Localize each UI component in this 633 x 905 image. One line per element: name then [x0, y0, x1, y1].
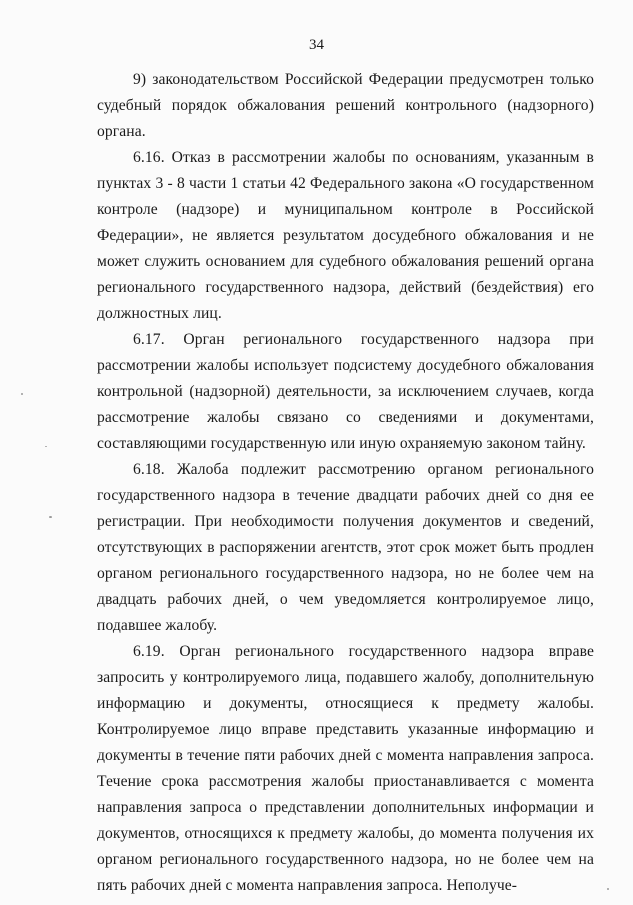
page-number: 34: [309, 37, 324, 53]
paragraph-6-18: 6.18. Жалоба подлежит рассмотрению органом регионального государственного надзора в течение двадцати рабочих дней со дня ее регистрации. При необходимости получения документов и сведений, отсутствующих в распоряжении агентств, этот срок может быть продлен органом регионального государственного надзора, но не более чем на двадцать рабочих дней, о чем уведомляется контролируемое лицо, подавшее жалобу.: [97, 461, 594, 634]
paragraph-6-17: 6.17. Орган регионального государственного надзора при рассмотрении жалобы использует подсистему досудебного обжалования контрольной (надзорной) деятельности, за исключением случаев, когда рассмотрение жалобы связано со сведениями и документами, составляющими государственную или иную охраняемую законом тайну.: [97, 331, 594, 452]
document-body: [97, 67, 594, 899]
paragraph-6-16: 6.16. Отказ в рассмотрении жалобы по основаниям, указанным в пунктах 3 - 8 части 1 статьи 42 Федерального закона «О государственном контроле (надзоре) и муниципальном контроле в Российской Федерации», не является результатом досудебного обжалования и не может служить основанием для судебного обжалования решений органа регионального государственного надзора, действий (бездействия) его должностных лиц.: [97, 149, 594, 322]
paragraph-6-19: 6.19. Орган регионального государственного надзора вправе запросить у контролируемого лица, подавшего жалобу, дополнительную информацию и документы, относящиеся к предмету жалобы. Контролируемое лицо вправе представить указанные информацию и документы в течение пяти рабочих дней с момента направления запроса. Течение срока рассмотрения жалобы приостанавливается с момента направления запроса о представлении дополнительных информации и документов, относящихся к предмету жалобы, до момента получения их органом регионального государственного надзора, но не более чем на пять рабочих дней с момента направления запроса. Неполуче-: [97, 643, 594, 894]
scan-speck: [607, 888, 609, 890]
scan-speck: [21, 393, 23, 395]
scan-speck: [45, 446, 47, 447]
paragraph-clause-9: 9) законодательством Российской Федерации предусмотрен только судебный порядок обжалования решений контрольного (надзорного) органа.: [97, 71, 594, 140]
scan-speck: [49, 516, 52, 518]
